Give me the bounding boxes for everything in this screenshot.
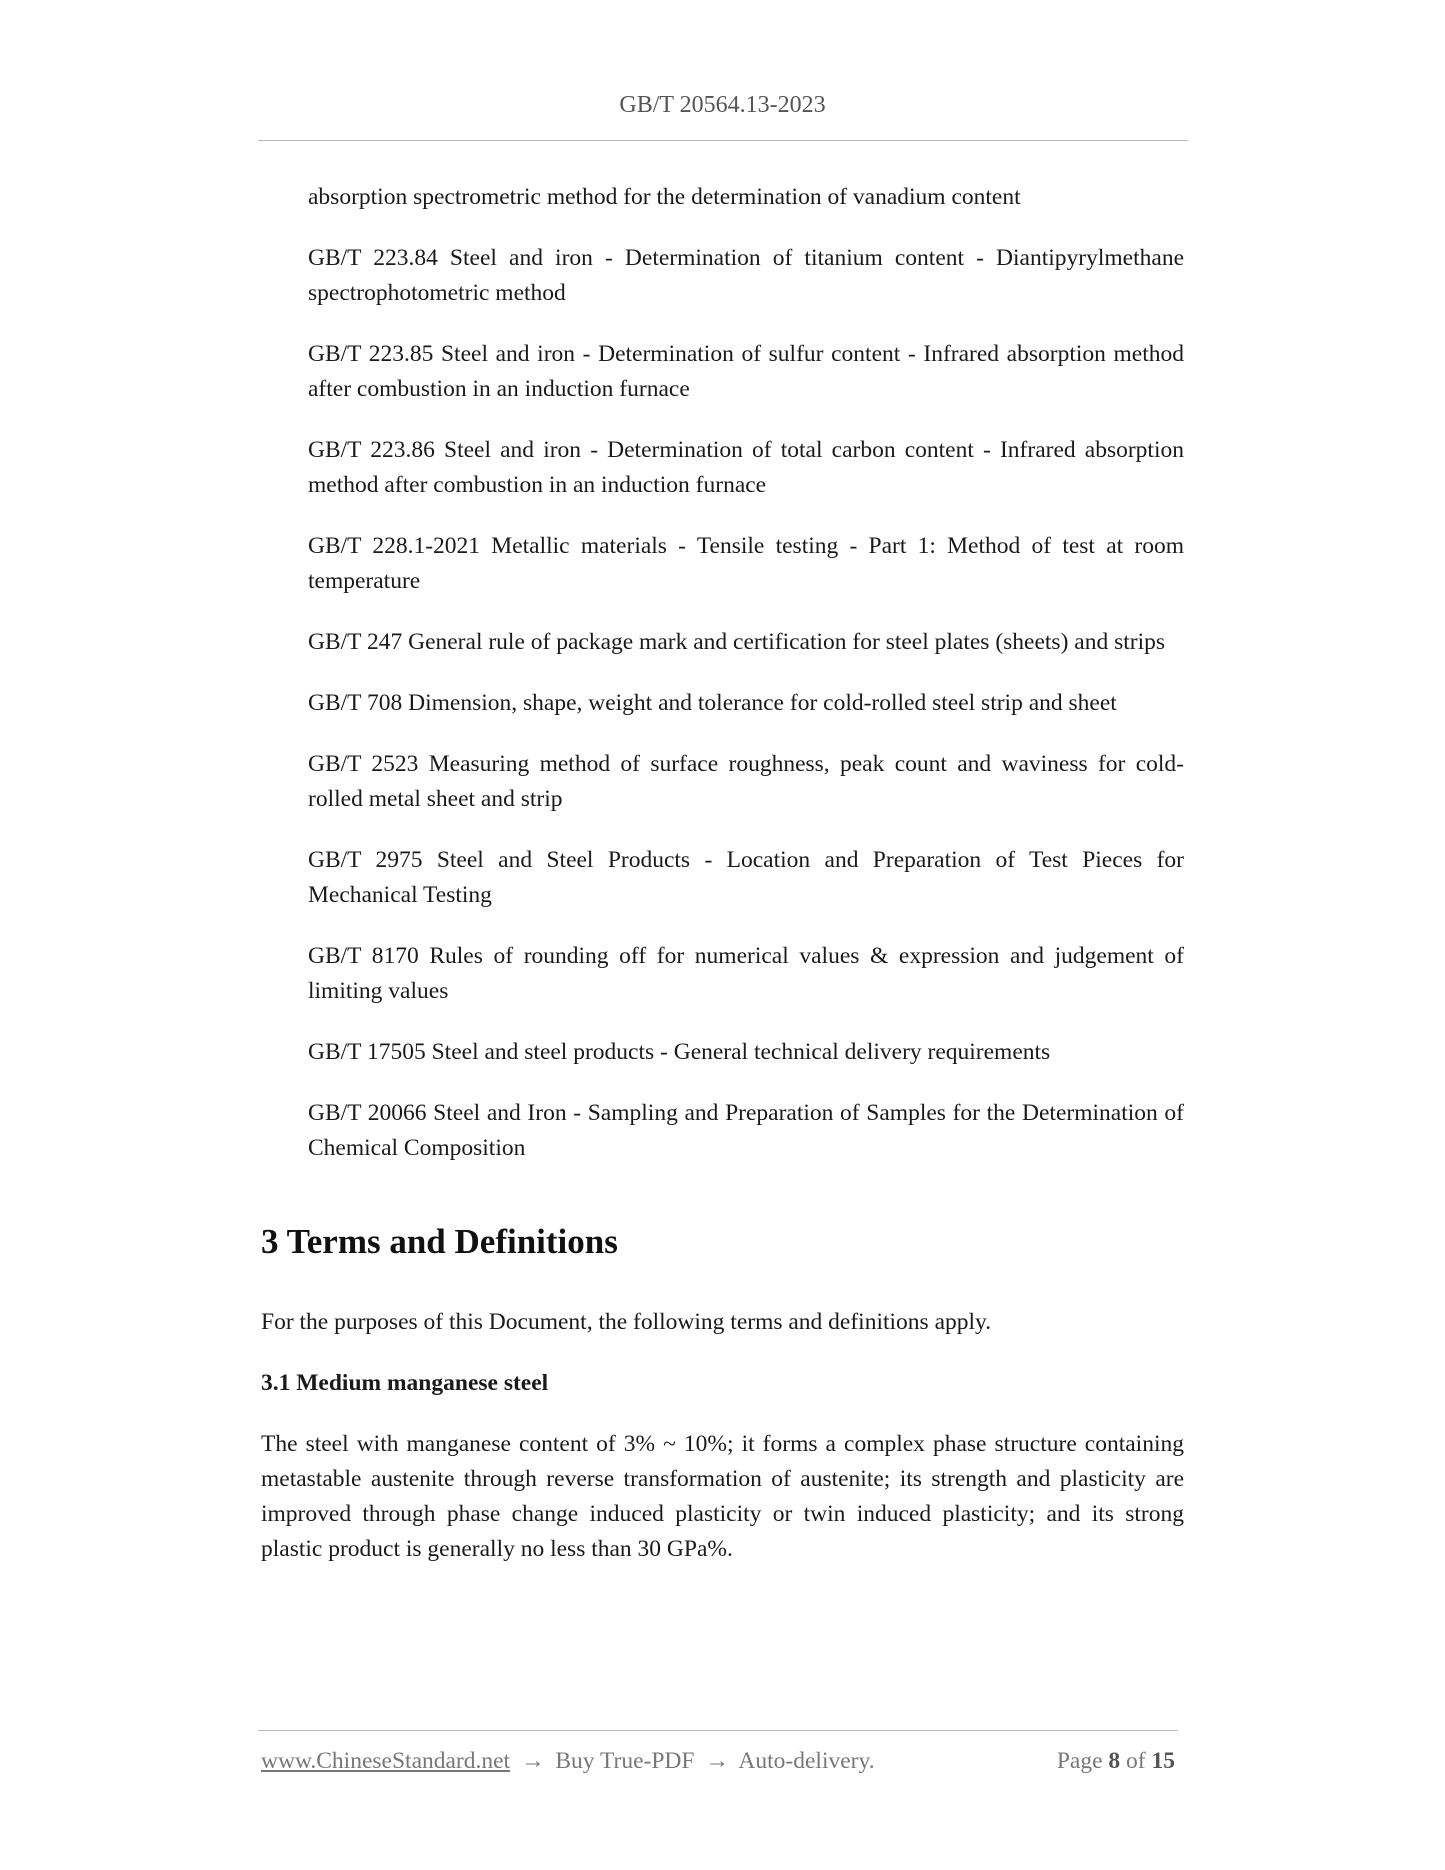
arrow-right-icon: →	[520, 1748, 545, 1774]
header-divider	[258, 140, 1188, 141]
footer-promo	[261, 1748, 875, 1775]
document-header-title: GB/T 20564.13-2023	[619, 92, 826, 118]
page-indicator	[1057, 1748, 1175, 1775]
reference-item: GB/T 223.84 Steel and iron - Determination of titanium content - Diantipyrylmethane spectrophotometric method	[308, 245, 1184, 306]
page-label: Page	[1056, 1748, 1103, 1774]
buy-pdf-text: Buy True-PDF	[555, 1748, 695, 1774]
website-link[interactable]: www.ChineseStandard.net	[261, 1748, 511, 1774]
normative-references-list	[308, 180, 1184, 1192]
of-label: of	[1126, 1748, 1146, 1774]
reference-item: GB/T 223.85 Steel and iron - Determination of sulfur content - Infrared absorption method after combustion in an induction furnace	[308, 341, 1184, 402]
current-page-number: 8	[1108, 1748, 1121, 1774]
section-heading: 3 Terms and Definitions	[261, 1222, 618, 1261]
term-heading: 3.1 Medium manganese steel	[261, 1370, 549, 1396]
term-definition: The steel with manganese content of 3% ~ 10%; it forms a complex phase structure containing metastable austenite through reverse transformation of austenite; its strength and plasticity are improved through phase change induced plasticity or twin induced plasticity; and its strong plastic product is generally no less than 30 GPa%.	[261, 1431, 1184, 1562]
reference-item: GB/T 2523 Measuring method of surface roughness, peak count and waviness for cold-rolled metal sheet and strip	[308, 751, 1184, 812]
total-pages-number: 15	[1151, 1748, 1175, 1774]
reference-item: GB/T 223.86 Steel and iron - Determination of total carbon content - Infrared absorption method after combustion in an induction furnace	[308, 437, 1184, 498]
auto-delivery-text: Auto-delivery.	[738, 1748, 875, 1774]
reference-item: GB/T 20066 Steel and Iron - Sampling and Preparation of Samples for the Determination of Chemical Composition	[308, 1100, 1184, 1161]
reference-item: absorption spectrometric method for the determination of vanadium content	[308, 184, 1021, 210]
arrow-right-icon: →	[705, 1748, 729, 1774]
reference-item: GB/T 8170 Rules of rounding off for numerical values & expression and judgement of limiting values	[308, 943, 1184, 1004]
reference-item: GB/T 2975 Steel and Steel Products - Location and Preparation of Test Pieces for Mechanical Testing	[308, 847, 1184, 908]
reference-item: GB/T 228.1-2021 Metallic materials - Tensile testing - Part 1: Method of test at room temperature	[308, 533, 1184, 594]
section-intro: For the purposes of this Document, the following terms and definitions apply.	[261, 1309, 992, 1335]
reference-item: GB/T 17505 Steel and steel products - General technical delivery requirements	[308, 1039, 1051, 1065]
reference-item: GB/T 247 General rule of package mark and certification for steel plates (sheets) and strips	[308, 629, 1166, 655]
footer-divider	[258, 1730, 1178, 1731]
reference-item: GB/T 708 Dimension, shape, weight and tolerance for cold-rolled steel strip and sheet	[308, 690, 1117, 716]
